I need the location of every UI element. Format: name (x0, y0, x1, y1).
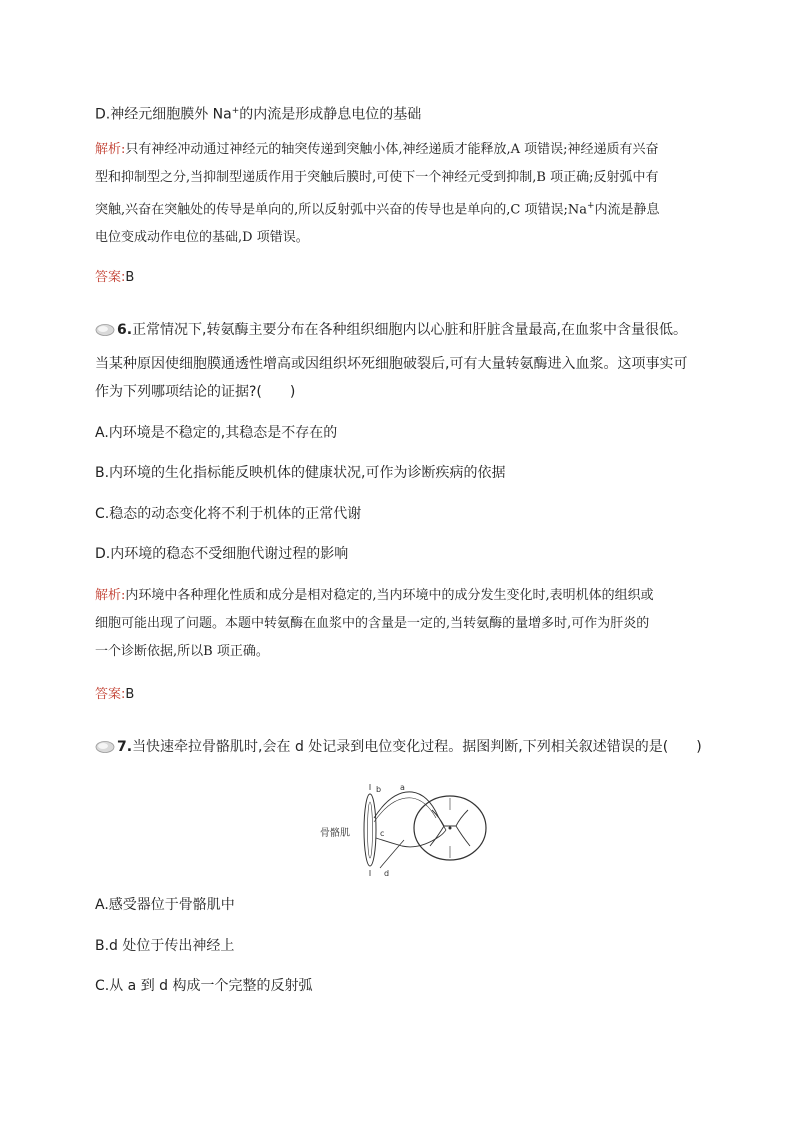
label-d: d (384, 869, 390, 878)
question-marker-icon (95, 739, 115, 753)
q5-answer-value: B (125, 270, 135, 285)
q5-explanation-line3-prefix: 突触,兴奋在突触处的传导是单向的,所以反射弧中兴奋的传导也是单向的,C 项错误;Na (95, 202, 587, 218)
q6-option-b: B.内环境的生化指标能反映机体的健康状况,可作为诊断疾病的依据 (95, 465, 506, 481)
q7-stem-text: 当快速牵拉骨骼肌时,会在 d 处记录到电位变化过程。据图判断,下列相关叙述错误的是( ) (132, 739, 702, 755)
q6-explanation-line1 (95, 582, 705, 610)
q5-option-d (95, 101, 421, 125)
skeletal-muscle-shape (364, 794, 376, 866)
question-marker-icon (95, 322, 115, 336)
q7-number: 7. (117, 739, 133, 755)
q6-explanation-label: 解析: (95, 588, 126, 603)
q5-explanation-line4: 电位变成动作电位的基础,D 项错误。 (95, 230, 309, 246)
q5-answer-label: 答案: (95, 270, 126, 285)
q6-number: 6. (117, 322, 133, 338)
label-c: c (380, 829, 385, 838)
q5-option-d-prefix: D.神经元细胞膜外 Na (95, 106, 232, 123)
q6-stem-text1: 正常情况下,转氨酶主要分布在各种组织细胞内以心脏和肝脏含量最高,在血浆中含量很低。 (132, 322, 687, 338)
q6-stem-line1 (95, 320, 687, 340)
q6-stem-line3: 作为下列哪项结论的证据?( ) (95, 384, 296, 400)
q7-stem (95, 737, 702, 757)
q6-answer-label: 答案: (95, 687, 126, 702)
q5-explanation-text1: 只有神经冲动通过神经元的轴突传递到突触小体,神经递质才能释放,A 项错误;神经递质有兴奋 (125, 142, 659, 157)
q7-option-b: B.d 处位于传出神经上 (95, 938, 235, 954)
q5-answer (95, 266, 134, 285)
q6-option-c: C.稳态的动态变化将不利于机体的正常代谢 (95, 506, 362, 522)
q5-explanation-label: 解析: (95, 142, 126, 157)
q6-option-d: D.内环境的稳态不受细胞代谢过程的影响 (95, 546, 349, 562)
q5-explanation-line3-sup: + (586, 201, 595, 211)
q6-answer-value: B (125, 687, 135, 702)
q5-explanation-line1 (95, 136, 705, 164)
q6-answer (95, 683, 134, 702)
reflex-arc-figure (300, 780, 490, 880)
q5-explanation-line3-suffix: 内流是静息 (594, 202, 660, 218)
q5-explanation-line2: 型和抑制型之分,当抑制型递质作用于突触后膜时,可使下一个神经元受到抑制,B 项正确;反射弧中有 (95, 170, 659, 185)
afferent-nerve (374, 792, 438, 818)
q6-stem-line2: 当某种原因使细胞膜通透性增高或因组织坏死细胞破裂后,可有大量转氨酶进入血浆。这项事实可 (95, 356, 688, 372)
q6-explanation-line3: 一个诊断依据,所以B 项正确。 (95, 644, 269, 659)
q5-explanation (95, 136, 705, 252)
q6-explanation-text1: 内环境中各种理化性质和成分是相对稳定的,当内环境中的成分发生变化时,表明机体的组织或 (125, 588, 654, 603)
label-muscle: 骨骼肌 (320, 828, 350, 839)
q6-option-a: A.内环境是不稳定的,其稳态是不存在的 (95, 425, 338, 441)
label-b: b (376, 785, 382, 794)
q5-option-d-sup: + (231, 106, 240, 116)
q5-explanation-line3 (95, 192, 705, 224)
q7-option-a: A.感受器位于骨骼肌中 (95, 897, 235, 913)
label-a: a (400, 783, 405, 792)
q7-option-c: C.从 a 到 d 构成一个完整的反射弧 (95, 978, 313, 994)
q6-explanation (95, 582, 705, 666)
q5-option-d-suffix: 的内流是形成静息电位的基础 (239, 106, 422, 123)
q6-explanation-line2: 细胞可能出现了问题。本题中转氨酶在血浆中的含量是一定的,当转氨酶的量增多时,可作为肝炎的 (95, 616, 650, 631)
